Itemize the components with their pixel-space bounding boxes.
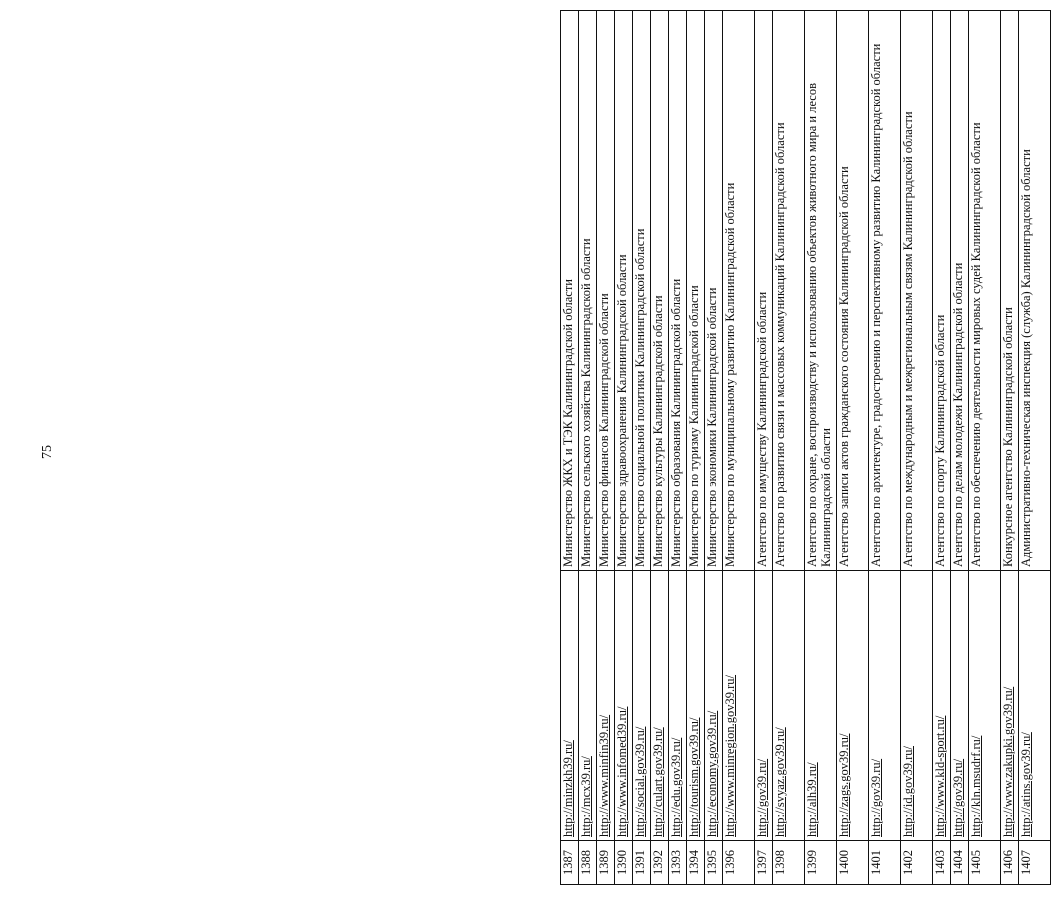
page-number: 75 — [40, 445, 55, 459]
url-cell — [579, 571, 597, 841]
row-number: 1389 — [597, 841, 615, 885]
url-cell — [597, 571, 615, 841]
url-link[interactable]: http://svyaz.gov39.ru/ — [773, 727, 787, 837]
table-row — [633, 11, 651, 885]
url-link[interactable]: http://www.minregion.gov39.ru/ — [723, 674, 737, 837]
table-row — [755, 11, 773, 885]
agencies-table — [560, 10, 1051, 885]
url-cell — [969, 571, 1001, 841]
table-row — [969, 11, 1001, 885]
row-number: 1401 — [869, 841, 901, 885]
row-number: 1394 — [687, 841, 705, 885]
agency-name: Агентство записи актов гражданского состояния Калининградской области — [837, 11, 869, 571]
agency-name: Министерство по муниципальному развитию Калининградской области — [723, 11, 755, 571]
agency-name: Агентство по развитию связи и массовых коммуникаций Калининградской области — [773, 11, 805, 571]
agency-name: Конкурсное агентство Калининградской области — [1001, 11, 1019, 571]
url-link[interactable]: http://atins.gov39.ru/ — [1019, 732, 1033, 837]
url-link[interactable]: http://social.gov39.ru/ — [633, 726, 647, 837]
table-row — [933, 11, 951, 885]
agency-name: Министерство образования Калининградской области — [669, 11, 687, 571]
table-row — [723, 11, 755, 885]
agency-name: Министерство финансов Калининградской области — [597, 11, 615, 571]
url-link[interactable]: http://zags.gov39.ru/ — [837, 733, 851, 837]
row-number: 1404 — [951, 841, 969, 885]
agency-name: Агентство по архитектуре, градостроению и перспективному развитию Калининградской области — [869, 11, 901, 571]
url-cell — [561, 571, 579, 841]
agency-name: Министерство сельского хозяйства Калининградской области — [579, 11, 597, 571]
row-number: 1398 — [773, 841, 805, 885]
url-link[interactable]: http://economy.gov39.ru/ — [705, 710, 719, 837]
agency-name: Административно-техническая инспекция (служба) Калининградской области — [1019, 11, 1051, 571]
url-link[interactable]: http://gov39.ru/ — [755, 758, 769, 837]
row-number: 1406 — [1001, 841, 1019, 885]
agency-name: Агентство по охране, воспроизводству и использованию объектов животного мира и лесов Калининградской области — [805, 11, 837, 571]
table-row — [1001, 11, 1019, 885]
table-row — [579, 11, 597, 885]
url-link[interactable]: http://mcx39.ru/ — [579, 756, 593, 837]
agency-name: Министерство культуры Калининградской области — [651, 11, 669, 571]
url-cell — [773, 571, 805, 841]
table-row — [705, 11, 723, 885]
agency-name: Агентство по спорту Калининградской области — [933, 11, 951, 571]
row-number: 1392 — [651, 841, 669, 885]
rotated-table-wrapper — [560, 10, 1040, 885]
url-cell — [933, 571, 951, 841]
row-number: 1390 — [615, 841, 633, 885]
url-cell — [1001, 571, 1019, 841]
url-cell — [651, 571, 669, 841]
agency-name: Министерство ЖКХ и ТЭК Калининградской области — [561, 11, 579, 571]
agency-name: Министерство здравоохранения Калининградской области — [615, 11, 633, 571]
table-row — [773, 11, 805, 885]
url-link[interactable]: http://culart.gov39.ru/ — [651, 727, 665, 837]
row-number: 1393 — [669, 841, 687, 885]
url-cell — [837, 571, 869, 841]
agency-name: Агентство по делам молодежи Калининградской области — [951, 11, 969, 571]
table-row — [1019, 11, 1051, 885]
agency-name: Министерство экономики Калининградской области — [705, 11, 723, 571]
url-link[interactable]: http://www.kld-sport.ru/ — [933, 715, 947, 837]
agency-name: Агентство по обеспечению деятельности мировых судей Калининградской области — [969, 11, 1001, 571]
url-cell — [615, 571, 633, 841]
row-number: 1395 — [705, 841, 723, 885]
url-link[interactable]: http://kln.msudrf.ru/ — [969, 735, 983, 837]
url-link[interactable]: http://minzkh39.ru/ — [561, 740, 575, 837]
row-number: 1399 — [805, 841, 837, 885]
url-link[interactable]: http://alh39.ru/ — [805, 762, 819, 837]
row-number: 1402 — [901, 841, 933, 885]
url-link[interactable]: http://www.minfin39.ru/ — [597, 714, 611, 837]
table-row — [869, 11, 901, 885]
agency-name: Агентство по международным и межрегиональным связям Калининградской области — [901, 11, 933, 571]
url-cell — [869, 571, 901, 841]
url-link[interactable]: http://gov39.ru/ — [869, 758, 883, 837]
row-number: 1388 — [579, 841, 597, 885]
url-link[interactable]: http://gov39.ru/ — [951, 758, 965, 837]
url-cell — [755, 571, 773, 841]
row-number: 1405 — [969, 841, 1001, 885]
table-row — [669, 11, 687, 885]
url-cell — [901, 571, 933, 841]
url-link[interactable]: http://id.gov39.ru/ — [901, 746, 915, 837]
url-link[interactable]: http://www.zakupki.gov39.ru/ — [1001, 686, 1015, 837]
table-row — [561, 11, 579, 885]
url-cell — [633, 571, 651, 841]
url-link[interactable]: http://www.infomed39.ru/ — [615, 706, 629, 837]
url-cell — [805, 571, 837, 841]
row-number: 1387 — [561, 841, 579, 885]
row-number: 1400 — [837, 841, 869, 885]
table-row — [837, 11, 869, 885]
row-number: 1403 — [933, 841, 951, 885]
table-row — [687, 11, 705, 885]
agency-name: Министерство социальной политики Калининградской области — [633, 11, 651, 571]
agency-name: Министерство по туризму Калининградской области — [687, 11, 705, 571]
table-row — [651, 11, 669, 885]
row-number: 1391 — [633, 841, 651, 885]
table-row — [597, 11, 615, 885]
agency-name: Агентство по имуществу Калининградской области — [755, 11, 773, 571]
url-cell — [687, 571, 705, 841]
table-row — [951, 11, 969, 885]
row-number: 1407 — [1019, 841, 1051, 885]
table-row — [805, 11, 837, 885]
url-cell — [669, 571, 687, 841]
row-number: 1396 — [723, 841, 755, 885]
row-number: 1397 — [755, 841, 773, 885]
url-cell — [1019, 571, 1051, 841]
url-cell — [723, 571, 755, 841]
url-cell — [951, 571, 969, 841]
url-cell — [705, 571, 723, 841]
url-link[interactable]: http://tourism.gov39.ru/ — [687, 717, 701, 837]
url-link[interactable]: http://edu.gov39.ru/ — [669, 737, 683, 837]
table-row — [615, 11, 633, 885]
table-row — [901, 11, 933, 885]
